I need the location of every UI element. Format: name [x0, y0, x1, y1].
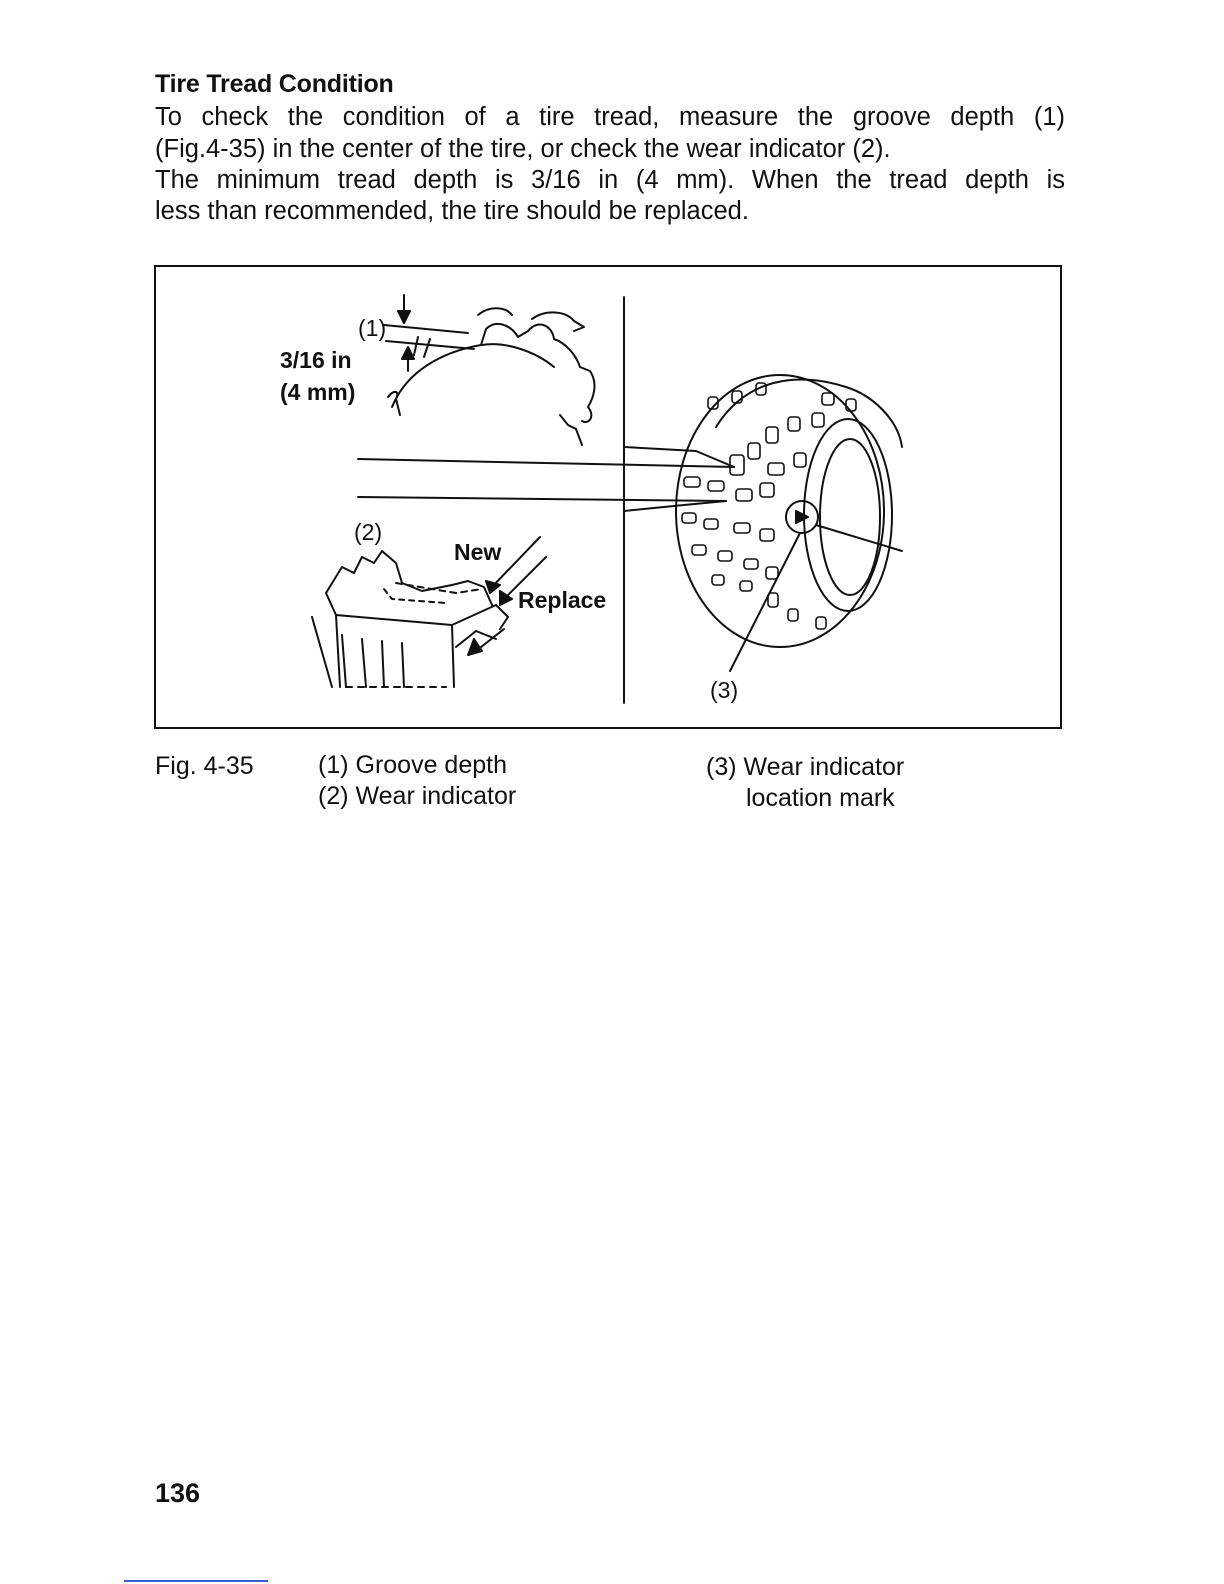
- callout-3-label: (3): [710, 677, 739, 703]
- paragraph-line-4: less than recommended, the tire should be replaced.: [155, 197, 749, 225]
- section-heading: Tire Tread Condition: [155, 70, 394, 98]
- tire-drawing: [676, 375, 902, 671]
- tread-profile-drawing: [384, 295, 594, 445]
- figure-id: Fig. 4-35: [155, 752, 254, 780]
- footer-rule: [124, 1580, 268, 1582]
- caption-item-2: (2) Wear indicator: [318, 782, 517, 810]
- caption-item-3-line-2: location mark: [746, 784, 895, 812]
- depth-mm-label: (4 mm): [280, 379, 356, 405]
- callout-1-label: (1): [358, 315, 387, 341]
- replace-label: Replace: [518, 587, 607, 613]
- wear-indicator-drawing: [312, 537, 546, 687]
- caption-item-3-line-1: (3) Wear indicator: [706, 753, 905, 781]
- paragraph-line-3: The minimum tread depth is 3/16 in (4 mm). When the tread depth is: [155, 166, 1065, 194]
- tire-tread-figure: [154, 265, 1062, 729]
- paragraph-line-1: To check the condition of a tire tread, measure the groove depth (1): [155, 103, 1065, 131]
- depth-inches-label: 3/16 in: [280, 347, 352, 373]
- caption-item-1: (1) Groove depth: [318, 751, 507, 779]
- page-number: 136: [155, 1478, 201, 1508]
- tire-illustration: [156, 267, 1060, 727]
- leader-lines: [358, 447, 734, 511]
- new-label: New: [454, 539, 502, 565]
- callout-2-label: (2): [354, 519, 383, 545]
- paragraph-line-2: (Fig.4-35) in the center of the tire, or check the wear indicator (2).: [155, 135, 891, 163]
